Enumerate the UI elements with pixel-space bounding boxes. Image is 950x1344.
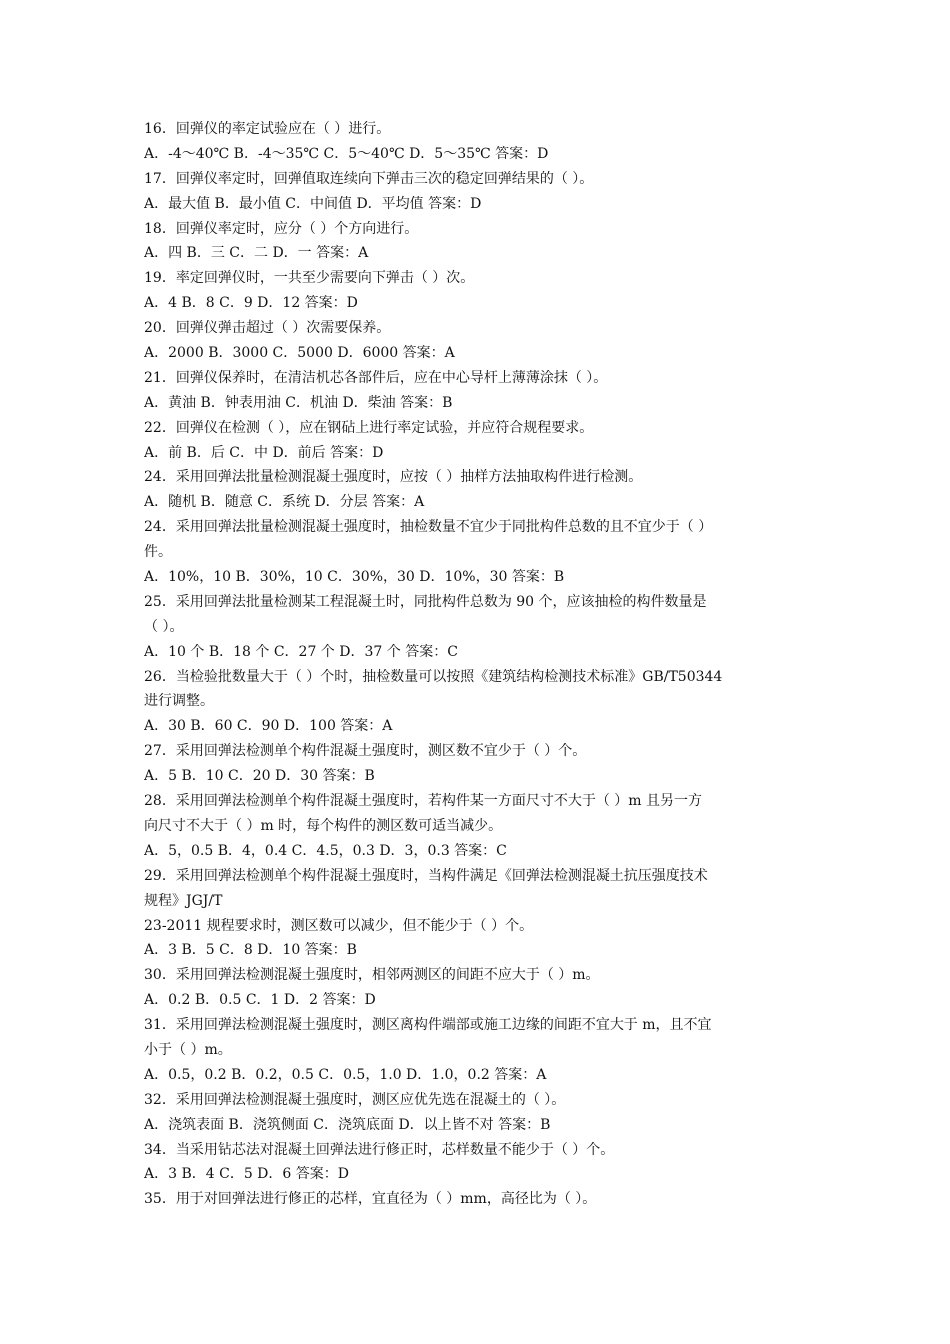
- text-line: A．5，0.5 B．4，0.4 C．4.5，0.3 D．3，0.3 答案：C: [144, 842, 507, 859]
- text-line: 24．采用回弹法批量检测混凝土强度时，应按（ ）抽样方法抽取构件进行检测。: [144, 469, 643, 486]
- document-body: [144, 117, 812, 1212]
- text-line: A．浇筑表面 B．浇筑侧面 C．浇筑底面 D．以上皆不对 答案：B: [144, 1116, 551, 1133]
- text-line: A．随机 B．随意 C．系统 D．分层 答案：A: [144, 494, 425, 511]
- text-line: 20．回弹仪弹击超过（ ）次需要保养。: [144, 320, 391, 337]
- text-line: A．0.2 B．0.5 C．1 D．2 答案：D: [144, 992, 376, 1009]
- text-line: 32．采用回弹法检测混凝土强度时，测区应优先选在混凝土的（ ）。: [144, 1091, 566, 1108]
- text-line: 24．采用回弹法批量检测混凝土强度时，抽检数量不宜少于同批构件总数的且不宜少于（ ）: [144, 519, 713, 536]
- text-line: A．10%，10 B．30%，10 C．30%，30 D．10%，30 答案：B: [144, 569, 565, 586]
- text-line: 25．采用回弹法批量检测某工程混凝土时，同批构件总数为 90 个，应该抽检的构件数量是: [144, 593, 707, 610]
- text-line: 小于（ ）m。: [144, 1041, 232, 1058]
- text-line: 34．当采用钻芯法对混凝土回弹法进行修正时，芯样数量不能少于（ ）个。: [144, 1141, 615, 1158]
- text-line: A．2000 B．3000 C．5000 D．6000 答案：A: [144, 345, 455, 362]
- text-line: 16．回弹仪的率定试验应在（ ）进行。: [144, 121, 391, 137]
- text-line: 向尺寸不大于（ ）m 时，每个构件的测区数可适当减少。: [144, 817, 503, 834]
- text-line: 22．回弹仪在检测（ ），应在钢砧上进行率定试验，并应符合规程要求。: [144, 419, 594, 436]
- text-line: 31．采用回弹法检测混凝土强度时，测区离构件端部或施工边缘的间距不宜大于 m，且不宜: [144, 1017, 712, 1034]
- text-line: 19．率定回弹仪时，一共至少需要向下弹击（ ）次。: [144, 270, 475, 287]
- text-line: A．黄油 B．钟表用油 C．机油 D．柴油 答案：B: [144, 394, 453, 411]
- text-line: 35．用于对回弹法进行修正的芯样，宜直径为（ ）mm，高径比为（ ）。: [144, 1191, 597, 1208]
- text-line: 23-2011 规程要求时，测区数可以减少，但不能少于（ ）个。: [144, 917, 534, 934]
- text-line: 21．回弹仪保养时，在清洁机芯各部件后，应在中心导杆上薄薄涂抹（ ）。: [144, 369, 608, 386]
- text-line: A．10 个 B．18 个 C．27 个 D．37 个 答案：C: [144, 643, 458, 660]
- text-line: A．-4～40℃ B．-4～35℃ C．5～40℃ D．5～35℃ 答案：D: [144, 145, 549, 162]
- text-line: A．3 B．5 C．8 D．10 答案：B: [144, 942, 357, 959]
- text-line: A．5 B．10 C．20 D．30 答案：B: [144, 768, 375, 785]
- text-line: A．前 B．后 C．中 D．前后 答案：D: [144, 444, 384, 461]
- text-line: A．3 B．4 C．5 D．6 答案：D: [144, 1166, 349, 1183]
- text-line: 件。: [144, 544, 172, 561]
- text-line: A．4 B．8 C．9 D．12 答案：D: [144, 295, 358, 312]
- text-line: A．最大值 B．最小值 C．中间值 D．平均值 答案：D: [144, 195, 482, 212]
- text-line: 29．采用回弹法检测单个构件混凝土强度时，当构件满足《回弹法检测混凝土抗压强度技术: [144, 867, 708, 884]
- text-line: A．0.5，0.2 B．0.2，0.5 C．0.5，1.0 D．1.0，0.2 答案：A: [144, 1066, 547, 1083]
- text-line: A．四 B．三 C．二 D．一 答案：A: [144, 245, 369, 262]
- text-line: 17．回弹仪率定时，回弹值取连续向下弹击三次的稳定回弹结果的（ ）。: [144, 170, 594, 187]
- text-line: 进行调整。: [144, 693, 214, 710]
- text-line: 27．采用回弹法检测单个构件混凝土强度时，测区数不宜少于（ ）个。: [144, 743, 587, 760]
- text-line: 26．当检验批数量大于（ ）个时，抽检数量可以按照《建筑结构检测技术标准》GB/T50344: [144, 668, 723, 685]
- text-line: （ ）。: [144, 618, 184, 635]
- text-line: 规程》JGJ/T: [144, 892, 223, 909]
- text-line: 30．采用回弹法检测混凝土强度时，相邻两测区的间距不应大于（ ）m。: [144, 967, 600, 984]
- text-line: 18．回弹仪率定时，应分（ ）个方向进行。: [144, 220, 419, 237]
- text-line: 28．采用回弹法检测单个构件混凝土强度时，若构件某一方面尺寸不大于（ ）m 且另一方: [144, 793, 702, 810]
- text-line: A．30 B．60 C．90 D．100 答案：A: [144, 718, 393, 735]
